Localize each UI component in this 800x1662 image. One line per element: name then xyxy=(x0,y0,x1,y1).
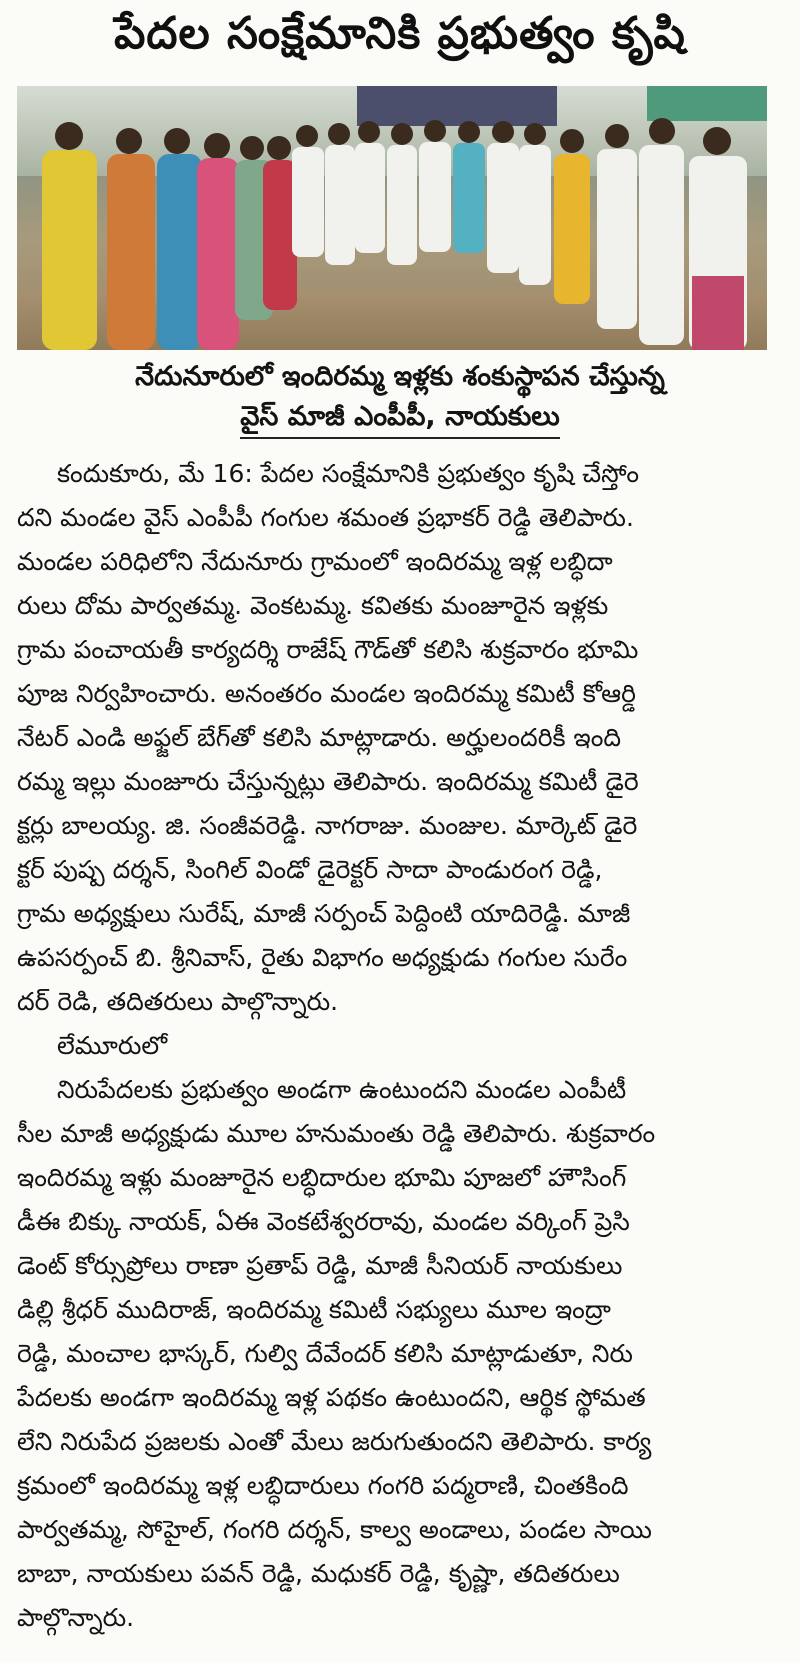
article-line: లేని నిరుపేద ప్రజలకు ఎంతో మేలు జరుగుతుందని తెలిపారు. కార్య xyxy=(17,1427,652,1456)
article-line: సీల మాజీ అధ్యక్షుడు మూల హనుమంతు రెడ్డి తెలిపారు. శుక్రవారం xyxy=(17,1119,656,1148)
headline: పేదల సంక్షేమానికి ప్రభుత్వం కృషి xyxy=(114,8,686,59)
article-line: గ్రామ అధ్యక్షులు సురేష్, మాజీ సర్పంచ్ పెద్దింటి యాదిరెడ్డి. మాజీ xyxy=(17,899,631,928)
article-line: క్టర్ పుష్ప దర్శన్, సింగిల్ విండో డైరెక్టర్ సాదా పాండురంగ రెడ్డి, xyxy=(17,855,603,884)
article-line: బాబా, నాయకులు పవన్ రెడ్డి, మధుకర్ రెడ్డి, కృష్ణా, తదితరులు xyxy=(17,1559,620,1588)
article-line: ఇందిరమ్మ ఇళ్లు మంజూరైన లబ్ధిదారుల భూమి పూజలో హౌసింగ్ xyxy=(17,1163,627,1192)
article-line: పాల్గొన్నారు. xyxy=(17,1603,135,1632)
article-line: క్టర్లు బాలయ్య. జి. సంజీవరెడ్డి. నాగరాజు. మంజుల. మార్కెట్ డైరె xyxy=(17,811,638,840)
article-line: మండల పరిధిలోని నేదునూరు గ్రామంలో ఇందిరమ్మ ఇళ్ల లబ్ధిదా xyxy=(17,547,613,576)
article-line: దర్ రెడి, తదితరులు పాల్గొన్నారు. xyxy=(17,987,339,1016)
news-photo xyxy=(17,86,767,350)
article-line: ఉపసర్పంచ్ బి. శ్రీనివాస్, రైతు విభాగం అధ్యక్షుడు గంగుల సురేం xyxy=(17,943,628,972)
article-line: పూజ నిర్వహించారు. అనంతరం మండల ఇందిరమ్మ కమిటీ కోఆర్డి xyxy=(17,679,636,708)
article-line: కందుకూరు, మే 16: పేదల సంక్షేమానికి ప్రభుత్వం కృషి చేస్తోం xyxy=(57,459,640,488)
article-line: డీఈ బిక్కు నాయక్, ఏఈ వెంకటేశ్వరరావు, మండల వర్కింగ్ ప్రెసి xyxy=(17,1207,630,1236)
crowd-illustration xyxy=(17,86,767,350)
article-line: రమ్మ ఇల్లు మంజూరు చేస్తున్నట్లు తెలిపారు. ఇందిరమ్మ కమిటీ డైరె xyxy=(17,767,639,796)
article-line: నిరుపేదలకు ప్రభుత్వం అండగా ఉంటుందని మండల ఎంపీటీ xyxy=(57,1075,627,1104)
article-line: దని మండల వైస్ ఎంపీపీ గంగుల శమంత ప్రభాకర్ రెడ్డి తెలిపారు. xyxy=(17,503,634,532)
subheading-lemuru: లేమూరులో xyxy=(57,1031,168,1060)
photo-caption xyxy=(0,357,800,439)
article-line: నేటర్ ఎండి అఫ్జల్ బేగ్‌తో కలిసి మాట్లాడారు. అర్హులందరికీ ఇంది xyxy=(17,723,622,752)
article-body xyxy=(17,452,767,1640)
article-line: పార్వతమ్మ, సోహైల్, గంగరి దర్శన్, కాల్వ అండాలు, పండల సాయి xyxy=(17,1515,652,1544)
caption-line-1: నేదునూరులో ఇందిరమ్మ ఇళ్లకు శంకుస్థాపన చేస్తున్న xyxy=(135,361,665,392)
caption-line-2: వైస్ మాజీ ఎంపీపీ, నాయకులు xyxy=(240,397,560,439)
article-line: రులు దోమ పార్వతమ్మ. వెంకటమ్మ. కవితకు మంజూరైన ఇళ్లకు xyxy=(17,591,609,620)
article-line: రెడ్డి, మంచాల భాస్కర్, గుల్వి దేవేందర్ కలిసి మాట్లాడుతూ, నిరు xyxy=(17,1339,633,1368)
article-line: గ్రామ పంచాయతీ కార్యదర్శి రాజేష్ గౌడ్‌తో కలిసి శుక్రవారం భూమి xyxy=(17,635,639,664)
article-line: క్రమంలో ఇందిరమ్మ ఇళ్ల లబ్ధిదారులు గంగరి పద్మరాణి, చింతకింది xyxy=(17,1471,629,1500)
article-line: డిల్లి శ్రీధర్ ముదిరాజ్, ఇందిరమ్మ కమిటీ సభ్యులు మూల ఇంద్రా xyxy=(17,1295,611,1324)
article-line: పేదలకు అండగా ఇందిరమ్మ ఇళ్ల పథకం ఉంటుందని, ఆర్థిక స్థోమత xyxy=(17,1383,646,1412)
article-line: డెంట్ కోర్సుప్రోలు రాణా ప్రతాప్ రెడ్డి, మాజీ సీనియర్ నాయకులు xyxy=(17,1251,623,1280)
